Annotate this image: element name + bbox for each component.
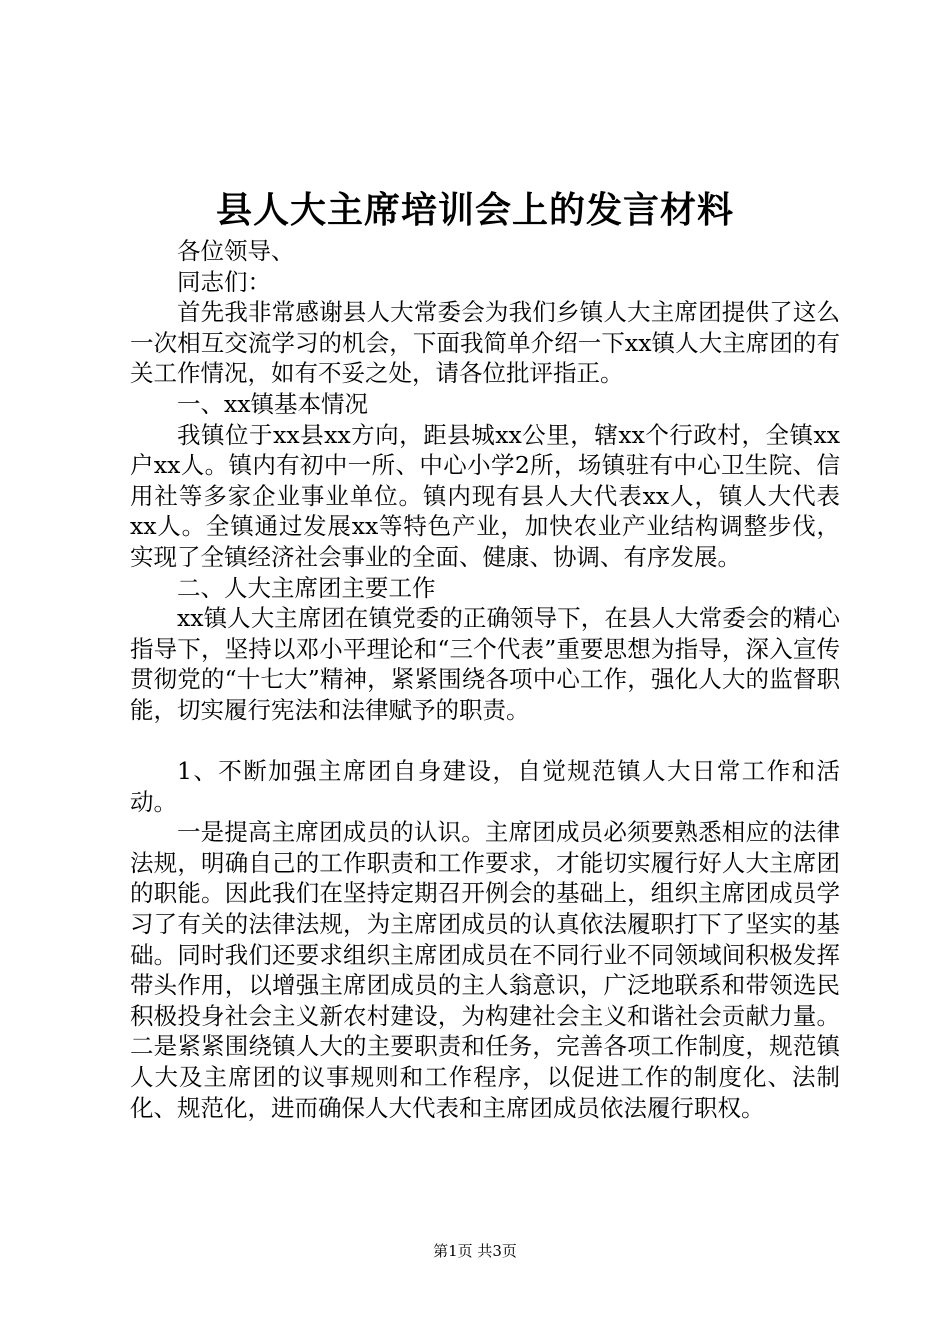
- document-title: 县人大主席培训会上的发言材料: [215, 189, 734, 231]
- subsection-1-paragraph: 一是提高主席团成员的认识。主席团成员必须要熟悉相应的法律法规，明确自己的工作职责和工作要求，才能切实履行好人大主席团的职能。因此我们在坚持定期召开例会的基础上，组织主席团成员学习了有关的法律法规，为主席团成员的认真依法履职打下了坚实的基础。同时我们还要求组织主席团成员在不同行业不同领域间积极发挥带头作用，以增强主席团成员的主人翁意识，广泛地联系和带领选民积极投身社会主义新农村建设，为构建社会主义和谐社会贡献力量。二是紧紧围绕镇人大的主要职责和任务，完善各项工作制度，规范镇人大及主席团的议事规则和工作程序，以促进工作的制度化、法制化、规范化，进而确保人大代表和主席团成员依法履行职权。: [130, 818, 840, 1122]
- salutation-line-2: 同志们：: [177, 267, 271, 296]
- salutation-line-1: 各位领导、: [177, 237, 295, 265]
- section-heading-2: 二、人大主席团主要工作: [177, 573, 436, 602]
- subsection-heading-1: 1、不断加强主席团自身建设，自觉规范镇人大日常工作和活动。: [130, 757, 840, 816]
- document-body: [130, 236, 840, 1123]
- intro-paragraph: 首先我非常感谢县人大常委会为我们乡镇人大主席团提供了这么一次相互交流学习的机会，下面我简单介绍一下xx镇人大主席团的有关工作情况，如有不妥之处，请各位批评指正。: [130, 298, 840, 388]
- section-heading-1: 一、xx镇基本情况: [177, 389, 369, 418]
- section-2-paragraph: xx镇人大主席团在镇党委的正确领导下，在县人大常委会的精心指导下，坚持以邓小平理论和“三个代表”重要思想为指导，深入宣传贯彻党的“十七大”精神，紧紧围绕各项中心工作，强化人大的监督职能，切实履行宪法和法律赋予的职责。: [130, 604, 840, 724]
- section-1-paragraph: 我镇位于xx县xx方向，距县城xx公里，辖xx个行政村，全镇xx户xx人。镇内有初中一所、中心小学2所，场镇驻有中心卫生院、信用社等多家企业事业单位。镇内现有县人大代表xx人，镇人大代表xx人。全镇通过发展xx等特色产业，加快农业产业结构调整步伐，实现了全镇经济社会事业的全面、健康、协调、有序发展。: [130, 420, 840, 571]
- page-footer: 第1页 共3页: [433, 1242, 517, 1260]
